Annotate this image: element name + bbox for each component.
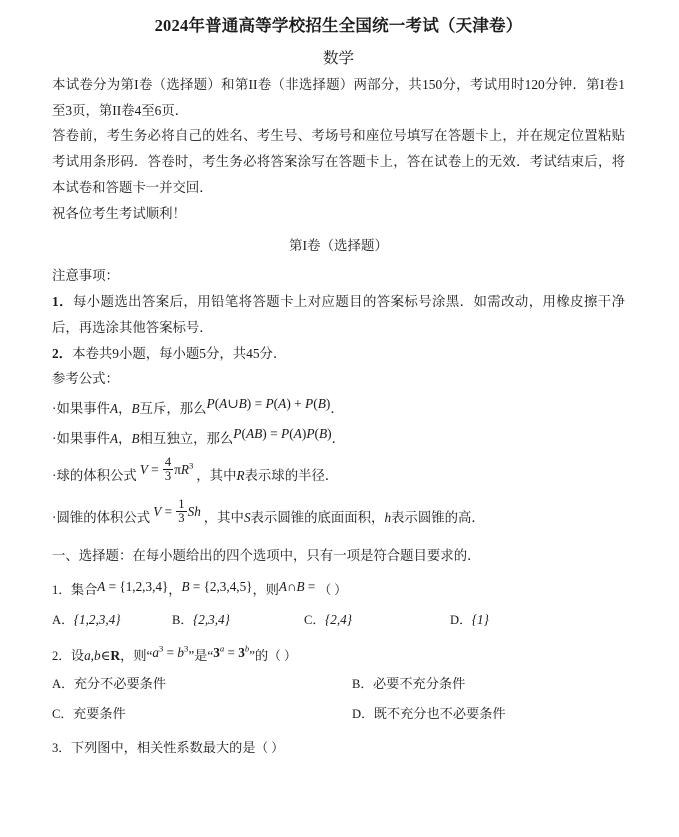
intro-paragraph-2 [52, 123, 625, 200]
formula-2-prefix: ·如果事件 [52, 430, 111, 446]
notice-item-2-number: 2． [52, 345, 73, 361]
formula-4-var-s: S [243, 509, 251, 525]
question-2-in-symbol: ∈ [100, 647, 111, 663]
notice-label: 注意事项： [52, 268, 119, 283]
formula-4-label: ·圆锥的体积公式 [52, 509, 151, 525]
notice-item-1-number: 1． [52, 294, 73, 310]
question-1-option-b-text: {2,3,4} [193, 611, 230, 627]
question-2-option-b-text: 必要不充分条件 [373, 676, 466, 692]
formula-cone-volume [52, 496, 625, 532]
part-one-heading-text: 一、选择题：在每小题给出的四个选项中，只有一项是符合题目要求的． [52, 548, 481, 564]
question-2-option-b-label: B． [352, 677, 373, 692]
formula-3-expression: V = $\frac{4}{3}$ $\pi R^3$ [139, 455, 194, 484]
formula-2-comma: ， [118, 430, 132, 446]
question-2-condition-1: $a^3 = b^3$ [152, 643, 189, 660]
question-1-option-c-label: C． [304, 612, 325, 627]
question-1-options [52, 607, 625, 633]
intro-paragraph-1 [52, 72, 625, 123]
question-2-option-c[interactable] [52, 701, 126, 727]
formula-1-comma: ， [118, 401, 132, 417]
intro-text-3: 祝各位考生考试顺利！ [52, 205, 186, 221]
question-2-end: ”的 [249, 647, 269, 663]
formula-1-expression: P(A∪B) = P(A) + P(B) [206, 396, 331, 412]
question-3-text: 下列图中，相关性系数最大的是 [70, 740, 256, 756]
question-2-mid-2: ”是“ [188, 647, 214, 663]
question-1-set-a: A = {1,2,3,4} [97, 578, 169, 594]
question-2-mid: ，则“ [120, 647, 153, 663]
question-2-option-a[interactable] [52, 671, 166, 697]
intro-paragraph-3 [52, 201, 625, 227]
question-2-option-a-text: 充分不必要条件 [73, 676, 167, 692]
subject-heading: 数学 [322, 49, 354, 67]
notice-item-1 [52, 289, 625, 340]
question-1-option-c[interactable] [304, 607, 352, 633]
question-1-answer-paren: （ ） [318, 582, 347, 597]
question-2-number: 2． [52, 648, 71, 663]
question-2-set-r: R [110, 647, 121, 663]
question-2-prefix: 设 [70, 647, 85, 663]
formula-1-period: ． [330, 401, 344, 417]
question-2-vars: a,b [84, 647, 101, 663]
notice-item-1-text: 每小题选出答案后，用铅笔将答题卡上对应题目的答案标号涂黑．如需改动，用橡皮擦干净后，再选涂其他答案标号． [52, 294, 625, 335]
question-1-option-a-label: A． [52, 612, 74, 627]
formula-2-period: ． [331, 430, 346, 446]
question-2-options-row-1 [52, 671, 625, 699]
question-3-answer-paren: （ ） [255, 741, 284, 756]
section-heading-part-one: 第I卷（选择题） [289, 238, 388, 254]
part-one-heading [52, 543, 625, 569]
question-2-options-row-2 [52, 701, 625, 729]
question-1-expr-text: A∩B [278, 578, 305, 594]
question-2-option-c-text: 充要条件 [73, 706, 126, 722]
formula-1-prefix: ·如果事件 [52, 401, 111, 417]
question-1-set-b-name: B [181, 578, 190, 594]
question-1-option-d-text: {1} [471, 611, 489, 627]
question-1-option-a-text: {1,2,3,4} [73, 611, 121, 627]
formula-2-var-b: B [131, 430, 140, 446]
question-1-set-b: B = {2,3,4,5} [181, 578, 253, 594]
formula-1-var-b: B [131, 401, 140, 417]
formula-4-expression: V = $\frac{1}{3}$ Sh [153, 496, 201, 525]
formula-4-tail2: 表示圆锥的高． [391, 509, 485, 525]
question-2-option-c-label: C． [52, 707, 73, 722]
formula-3-tail: ，其中 [196, 468, 237, 484]
formula-4-tail: ，其中 [203, 509, 244, 525]
question-2-stem [52, 643, 625, 670]
question-1-set-b-value: {2,3,4,5} [203, 578, 253, 594]
question-2-option-b[interactable] [352, 671, 465, 697]
formula-probability-independent [52, 425, 625, 452]
question-1-prefix: 集合 [70, 581, 98, 597]
formula-4-mid: 表示圆锥的底面面积， [250, 509, 385, 525]
question-1-stem [52, 577, 625, 603]
question-1-set-a-value: {1,2,3,4} [119, 578, 169, 594]
question-2-option-d-label: D． [352, 707, 374, 722]
question-1-sep: ， [168, 581, 182, 597]
question-2-option-d[interactable] [352, 701, 506, 727]
formula-3-tail2: 表示球的半径． [244, 468, 339, 484]
question-1-option-a[interactable] [52, 607, 121, 633]
formula-3-var-r: R [236, 468, 245, 484]
formula-sphere-volume [52, 455, 625, 490]
formula-3-label: ·球的体积公式 [52, 468, 137, 484]
question-2-option-a-label: A． [52, 677, 74, 692]
page-title: 2024年普通高等学校招生全国统一考试（天津卷） [154, 16, 523, 35]
formula-2-mid: 相互独立，那么 [139, 430, 234, 446]
question-1-option-b-label: B． [172, 612, 193, 627]
question-3-number: 3． [52, 741, 71, 756]
question-1-option-d-label: D． [450, 612, 472, 627]
formula-probability-union [52, 395, 625, 422]
question-1-number: 1． [52, 582, 71, 597]
question-1-set-a-name: A [97, 578, 106, 594]
question-1-option-b[interactable] [172, 607, 230, 633]
formula-4-var-h: h [384, 509, 392, 525]
notice-item-2-text: 本卷共9小题，每小题5分，共45分． [72, 345, 287, 361]
formula-1-var-a: A [110, 401, 119, 417]
question-2-condition-2: $3^a = 3^b$ [213, 643, 250, 660]
question-1-mid: ，则 [252, 581, 279, 597]
intro-text-2: 答卷前，考生务必将自己的姓名、考生号、考场号和座位号填写在答题卡上，并在规定位置粘贴考试用条形码．答卷时，考生务必将答案涂写在答题卡上，答在试卷上的无效．考试结束后，将本试卷和答题卡一并交回． [52, 128, 625, 195]
formulas-label: 参考公式： [52, 371, 119, 387]
question-2-answer-paren: （ ） [268, 648, 297, 663]
formula-2-expression: P(AB) = P(A)P(B) [233, 425, 332, 441]
notice-item-2 [52, 341, 625, 367]
question-1-expression: A∩B = [278, 578, 319, 594]
question-3-stem [52, 735, 625, 761]
formula-1-mid: 互斥，那么 [139, 401, 207, 417]
question-1-option-c-text: {2,4} [325, 611, 353, 627]
question-2-option-d-text: 既不充分也不必要条件 [373, 706, 506, 722]
intro-text-1: 本试卷分为第I卷（选择题）和第II卷（非选择题）两部分，共150分，考试用时120分钟．第I卷1至3页，第II卷4至6页． [52, 77, 625, 118]
question-1-option-d[interactable] [450, 607, 489, 633]
formula-2-var-a: A [110, 430, 119, 446]
